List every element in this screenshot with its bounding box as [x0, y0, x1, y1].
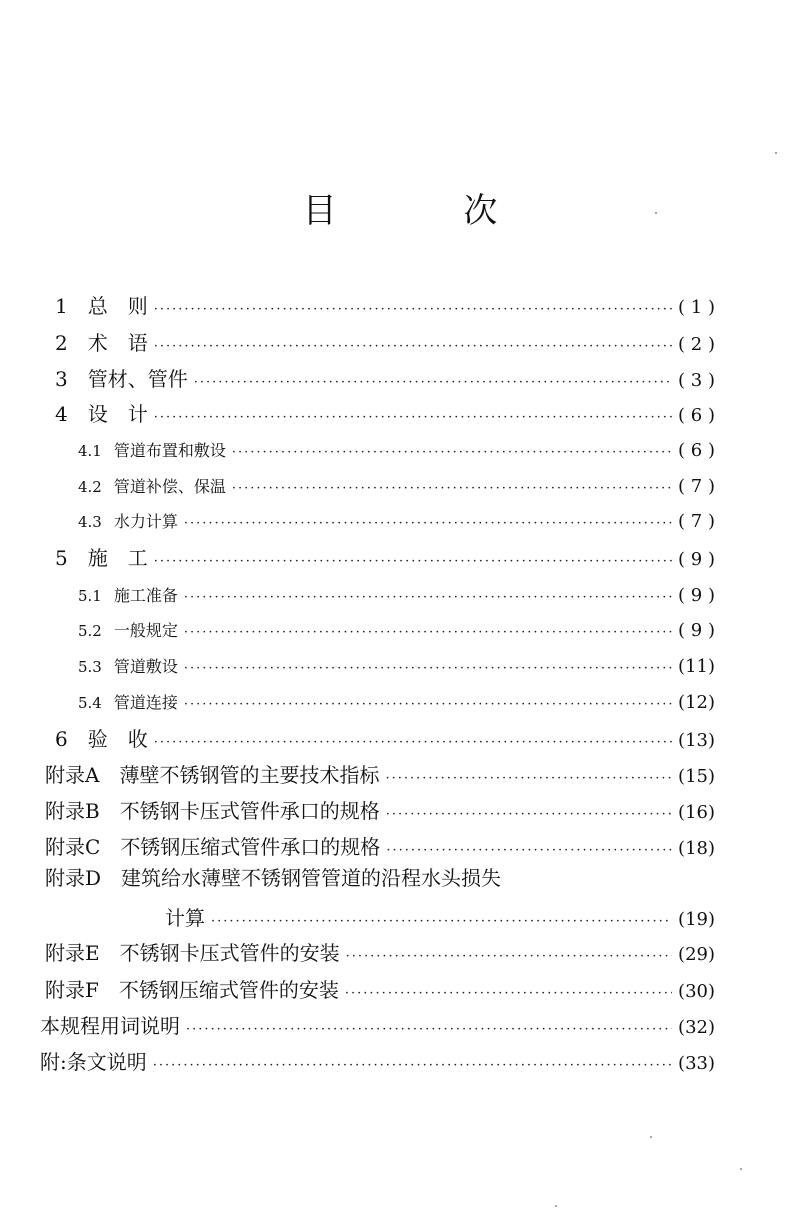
scan-speck: [655, 212, 657, 214]
entry-number: 附录D: [45, 866, 102, 890]
entry-label: 管道补偿、保温: [113, 477, 226, 496]
entry-number: 5.3: [78, 658, 102, 676]
entry-page: ( 9 ): [678, 620, 715, 641]
entry-page: (30): [678, 981, 715, 1002]
entry-number: 4.2: [78, 478, 102, 496]
entry-page: ( 7 ): [678, 511, 715, 532]
toc-entry-explanation[interactable]: [40, 1046, 715, 1078]
scan-speck: [775, 152, 777, 154]
scan-speck: [555, 1205, 557, 1207]
leader-dots: [385, 763, 672, 795]
toc-entry-4-3[interactable]: [78, 506, 715, 538]
entry-page: (15): [678, 766, 715, 787]
toc-entry-5-3[interactable]: [78, 651, 715, 683]
toc-entry-appendix-e[interactable]: [45, 937, 715, 969]
entry-number: 附录A: [45, 763, 100, 787]
toc-entry-appendix-b[interactable]: [45, 795, 715, 827]
entry-label: 本规程用词说明: [40, 1014, 180, 1038]
entry-page: (11): [678, 656, 715, 677]
entry-label: 水力计算: [113, 512, 178, 531]
entry-label: 施 工: [87, 546, 148, 570]
leader-dots: [154, 727, 672, 759]
entry-label: 术 语: [87, 331, 148, 355]
leader-dots: [345, 978, 672, 1010]
toc-entry-1[interactable]: [55, 290, 715, 322]
entry-page: (32): [678, 1017, 715, 1038]
toc-entry-4-2[interactable]: [78, 471, 715, 503]
entry-label: 不锈钢卡压式管件的安装: [119, 941, 340, 965]
entry-page: (13): [678, 730, 715, 751]
leader-dots: [153, 1050, 672, 1082]
leader-dots: [186, 1014, 672, 1046]
entry-page: ( 1 ): [678, 297, 715, 318]
entry-number: 附录C: [45, 835, 101, 859]
entry-label: 管材、管件: [87, 367, 188, 391]
entry-label: 管道敷设: [113, 657, 178, 676]
entry-label: 一般规定: [113, 621, 178, 640]
leader-dots: [184, 508, 672, 540]
entry-label: 管道布置和敷设: [113, 441, 226, 460]
entry-number: 5: [55, 546, 68, 570]
entry-number: 1: [55, 294, 68, 318]
leader-dots: [154, 402, 672, 434]
toc-entry-5-2[interactable]: [78, 615, 715, 647]
leader-dots: [154, 546, 672, 578]
entry-page: ( 3 ): [678, 370, 715, 391]
entry-number: 附录B: [45, 799, 100, 823]
toc-entry-appendix-d-line1[interactable]: [45, 862, 501, 891]
entry-page: ( 6 ): [678, 405, 715, 426]
entry-label: 管道连接: [113, 693, 178, 712]
entry-label: 总 则: [87, 294, 148, 318]
entry-label: 施工准备: [113, 586, 178, 605]
entry-label: 附:条文说明: [40, 1050, 147, 1074]
toc-entry-2[interactable]: [55, 327, 715, 359]
toc-entry-4-1[interactable]: [78, 435, 715, 467]
entry-label: 不锈钢压缩式管件的安装: [118, 978, 339, 1002]
entry-page: (29): [678, 944, 715, 965]
leader-dots: [386, 799, 672, 831]
toc-entry-6[interactable]: [55, 723, 715, 755]
toc-entry-wording[interactable]: [40, 1010, 715, 1042]
entry-number: 2: [55, 331, 68, 355]
toc-entry-appendix-a[interactable]: [45, 759, 715, 791]
toc-entry-appendix-f[interactable]: [45, 974, 715, 1006]
scan-speck: [650, 1136, 652, 1138]
toc-entry-3[interactable]: [55, 363, 715, 395]
leader-dots: [184, 653, 672, 685]
entry-number: 附录F: [45, 978, 99, 1002]
toc-entry-5[interactable]: [55, 542, 715, 574]
toc-entry-5-1[interactable]: [78, 580, 715, 612]
entry-label: 设 计: [87, 402, 148, 426]
entry-label-continued: 计算: [165, 906, 205, 930]
entry-page: ( 7 ): [678, 476, 715, 497]
leader-dots: [184, 582, 672, 614]
entry-number: 4: [55, 402, 68, 426]
entry-page: (19): [678, 909, 715, 930]
toc-entry-5-4[interactable]: [78, 687, 715, 719]
entry-number: 4.1: [78, 442, 102, 460]
entry-page: ( 9 ): [678, 549, 715, 570]
entry-page: (18): [678, 838, 715, 859]
entry-page: ( 9 ): [678, 585, 715, 606]
leader-dots: [184, 617, 672, 649]
entry-number: 5.1: [78, 587, 102, 605]
leader-dots: [154, 294, 672, 326]
entry-number: 3: [55, 367, 68, 391]
entry-label: 验 收: [87, 727, 148, 751]
page-title: 目 次: [302, 191, 556, 231]
leader-dots: [184, 689, 672, 721]
leader-dots: [346, 941, 672, 973]
scan-speck: [740, 1168, 742, 1170]
entry-number: 5.2: [78, 622, 102, 640]
entry-label: 建筑给水薄壁不锈钢管管道的沿程水头损失: [121, 866, 502, 890]
toc-entry-4[interactable]: [55, 398, 715, 430]
entry-page: (12): [678, 692, 715, 713]
leader-dots: [232, 437, 672, 469]
entry-page: ( 2 ): [678, 334, 715, 355]
entry-page: (16): [678, 802, 715, 823]
entry-number: 5.4: [78, 694, 102, 712]
leader-dots: [211, 906, 672, 938]
entry-label: 不锈钢压缩式管件承口的规格: [120, 835, 381, 859]
entry-number: 附录E: [45, 941, 100, 965]
entry-number: 6: [55, 727, 68, 751]
entry-page: ( 6 ): [678, 440, 715, 461]
entry-label: 不锈钢卡压式管件承口的规格: [119, 799, 380, 823]
leader-dots: [194, 367, 672, 399]
leader-dots: [232, 473, 672, 505]
toc-entry-appendix-c[interactable]: [45, 831, 715, 863]
toc-entry-appendix-d[interactable]: [165, 902, 715, 934]
leader-dots: [154, 331, 672, 363]
entry-page: (33): [678, 1053, 715, 1074]
entry-label: 薄壁不锈钢管的主要技术指标: [119, 763, 380, 787]
entry-number: 4.3: [78, 513, 102, 531]
